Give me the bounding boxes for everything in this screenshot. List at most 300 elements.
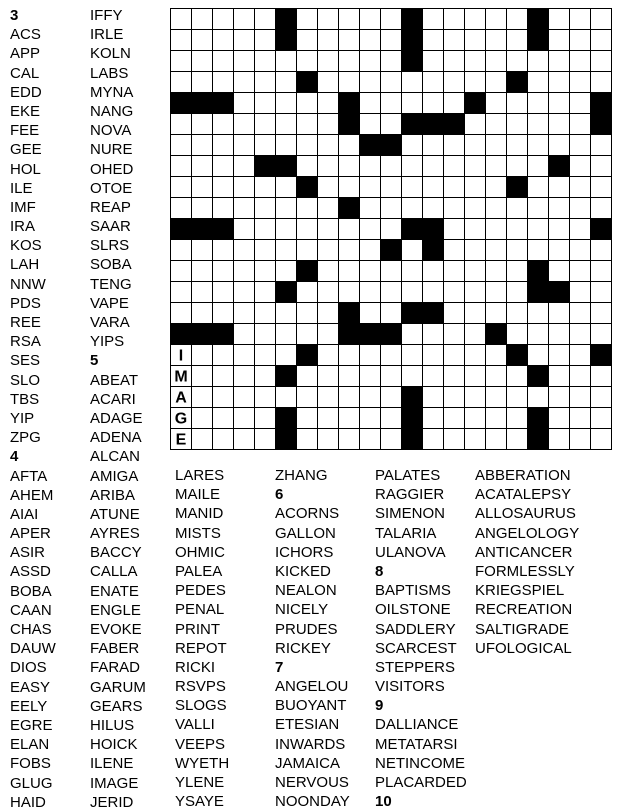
grid-cell[interactable]: [360, 198, 381, 219]
grid-cell[interactable]: [486, 387, 507, 408]
grid-cell[interactable]: [591, 429, 612, 450]
grid-cell[interactable]: [255, 387, 276, 408]
grid-cell[interactable]: [591, 408, 612, 429]
grid-cell[interactable]: [192, 177, 213, 198]
grid-cell[interactable]: [507, 156, 528, 177]
grid-cell[interactable]: [444, 429, 465, 450]
grid-cell[interactable]: [570, 303, 591, 324]
grid-cell[interactable]: [444, 324, 465, 345]
grid-cell[interactable]: [570, 282, 591, 303]
grid-cell[interactable]: [297, 51, 318, 72]
grid-cell[interactable]: [360, 219, 381, 240]
grid-cell[interactable]: [486, 177, 507, 198]
grid-cell[interactable]: [381, 261, 402, 282]
grid-cell[interactable]: [339, 51, 360, 72]
grid-cell[interactable]: [171, 156, 192, 177]
grid-cell[interactable]: [486, 240, 507, 261]
grid-cell[interactable]: [192, 114, 213, 135]
grid-cell[interactable]: [213, 408, 234, 429]
grid-cell[interactable]: [276, 303, 297, 324]
grid-cell[interactable]: [507, 408, 528, 429]
grid-cell[interactable]: [339, 282, 360, 303]
grid-cell[interactable]: [486, 303, 507, 324]
grid-cell[interactable]: [465, 240, 486, 261]
grid-cell[interactable]: [234, 219, 255, 240]
grid-cell[interactable]: [255, 135, 276, 156]
grid-cell[interactable]: [192, 282, 213, 303]
grid-cell[interactable]: [528, 51, 549, 72]
grid-cell[interactable]: [255, 93, 276, 114]
grid-cell[interactable]: [549, 324, 570, 345]
grid-cell[interactable]: [486, 156, 507, 177]
grid-cell[interactable]: [297, 408, 318, 429]
grid-cell[interactable]: [465, 345, 486, 366]
grid-cell[interactable]: [465, 51, 486, 72]
grid-cell[interactable]: [465, 408, 486, 429]
grid-cell[interactable]: [255, 345, 276, 366]
grid-cell[interactable]: [381, 282, 402, 303]
grid-cell[interactable]: [213, 177, 234, 198]
grid-cell[interactable]: [318, 408, 339, 429]
grid-cell[interactable]: [591, 135, 612, 156]
grid-cell[interactable]: [318, 135, 339, 156]
grid-cell[interactable]: [318, 177, 339, 198]
grid-cell[interactable]: [171, 114, 192, 135]
grid-cell[interactable]: [381, 177, 402, 198]
grid-cell[interactable]: [507, 240, 528, 261]
grid-cell[interactable]: [528, 93, 549, 114]
grid-cell[interactable]: [465, 177, 486, 198]
grid-cell[interactable]: [402, 198, 423, 219]
grid-cell[interactable]: [171, 240, 192, 261]
grid-cell[interactable]: [486, 9, 507, 30]
grid-cell[interactable]: [360, 345, 381, 366]
grid-cell[interactable]: [423, 9, 444, 30]
grid-cell[interactable]: [360, 156, 381, 177]
grid-cell[interactable]: [297, 282, 318, 303]
grid-cell[interactable]: [318, 198, 339, 219]
grid-cell[interactable]: [549, 303, 570, 324]
grid-cell[interactable]: [591, 30, 612, 51]
grid-cell[interactable]: [444, 9, 465, 30]
grid-cell[interactable]: [213, 135, 234, 156]
grid-cell[interactable]: [276, 345, 297, 366]
grid-cell[interactable]: [549, 30, 570, 51]
grid-cell[interactable]: [549, 345, 570, 366]
grid-cell[interactable]: [171, 282, 192, 303]
grid-cell[interactable]: [486, 219, 507, 240]
grid-cell[interactable]: [402, 366, 423, 387]
grid-cell[interactable]: [486, 72, 507, 93]
grid-cell[interactable]: [234, 198, 255, 219]
grid-cell[interactable]: [570, 93, 591, 114]
grid-cell[interactable]: [570, 198, 591, 219]
grid-cell[interactable]: [360, 30, 381, 51]
grid-cell[interactable]: [276, 135, 297, 156]
grid-cell[interactable]: [465, 72, 486, 93]
grid-cell[interactable]: [507, 324, 528, 345]
grid-cell[interactable]: [381, 114, 402, 135]
grid-cell[interactable]: [528, 240, 549, 261]
grid-cell[interactable]: [549, 114, 570, 135]
grid-cell[interactable]: [444, 156, 465, 177]
grid-cell[interactable]: [402, 177, 423, 198]
grid-cell[interactable]: [591, 387, 612, 408]
grid-cell[interactable]: [444, 51, 465, 72]
grid-cell[interactable]: [276, 72, 297, 93]
grid-cell[interactable]: [423, 408, 444, 429]
grid-cell[interactable]: [528, 198, 549, 219]
grid-cell[interactable]: [297, 114, 318, 135]
grid-cell[interactable]: [192, 30, 213, 51]
grid-cell[interactable]: [297, 324, 318, 345]
grid-cell[interactable]: [171, 72, 192, 93]
grid-cell[interactable]: [171, 261, 192, 282]
grid-cell[interactable]: [507, 93, 528, 114]
grid-cell[interactable]: [234, 366, 255, 387]
grid-cell[interactable]: [255, 261, 276, 282]
grid-cell[interactable]: [339, 135, 360, 156]
grid-cell[interactable]: [465, 9, 486, 30]
grid-cell[interactable]: [402, 156, 423, 177]
grid-cell[interactable]: [297, 93, 318, 114]
grid-cell[interactable]: [570, 324, 591, 345]
grid-cell[interactable]: [423, 177, 444, 198]
grid-cell[interactable]: [465, 198, 486, 219]
grid-cell[interactable]: [255, 408, 276, 429]
grid-cell[interactable]: [171, 177, 192, 198]
grid-cell[interactable]: [423, 135, 444, 156]
grid-cell[interactable]: [339, 72, 360, 93]
grid-cell[interactable]: [318, 303, 339, 324]
grid-cell[interactable]: [465, 30, 486, 51]
grid-cell[interactable]: [171, 135, 192, 156]
grid-cell[interactable]: [549, 408, 570, 429]
grid-cell[interactable]: [213, 261, 234, 282]
grid-cell[interactable]: [444, 366, 465, 387]
grid-cell[interactable]: [507, 282, 528, 303]
grid-cell[interactable]: [528, 114, 549, 135]
grid-cell[interactable]: [234, 9, 255, 30]
grid-cell[interactable]: [486, 114, 507, 135]
grid-cell[interactable]: [381, 30, 402, 51]
grid-cell[interactable]: [528, 219, 549, 240]
grid-cell[interactable]: [318, 324, 339, 345]
grid-cell[interactable]: [402, 324, 423, 345]
grid-cell[interactable]: [591, 51, 612, 72]
grid-cell[interactable]: [192, 408, 213, 429]
grid-cell[interactable]: [213, 303, 234, 324]
grid-cell[interactable]: [444, 387, 465, 408]
grid-cell[interactable]: [318, 51, 339, 72]
grid-cell[interactable]: [423, 366, 444, 387]
grid-cell[interactable]: [255, 114, 276, 135]
grid-cell[interactable]: [234, 345, 255, 366]
grid-cell[interactable]: [465, 135, 486, 156]
grid-cell[interactable]: [570, 135, 591, 156]
grid-cell[interactable]: [465, 282, 486, 303]
grid-cell[interactable]: [276, 177, 297, 198]
grid-cell[interactable]: [507, 303, 528, 324]
grid-cell[interactable]: [507, 261, 528, 282]
grid-cell[interactable]: [465, 303, 486, 324]
grid-cell[interactable]: [486, 51, 507, 72]
grid-cell[interactable]: [171, 303, 192, 324]
grid-cell[interactable]: [255, 303, 276, 324]
grid-cell[interactable]: [360, 282, 381, 303]
grid-cell[interactable]: [234, 114, 255, 135]
grid-cell[interactable]: [339, 177, 360, 198]
grid-cell[interactable]: [339, 240, 360, 261]
grid-cell[interactable]: [486, 366, 507, 387]
grid-cell[interactable]: [276, 387, 297, 408]
grid-cell[interactable]: [423, 156, 444, 177]
grid-cell[interactable]: [381, 408, 402, 429]
grid-cell[interactable]: [423, 261, 444, 282]
grid-cell[interactable]: [318, 72, 339, 93]
grid-cell[interactable]: [507, 429, 528, 450]
grid-cell[interactable]: [213, 240, 234, 261]
grid-cell[interactable]: [318, 429, 339, 450]
grid-cell[interactable]: [255, 51, 276, 72]
grid-cell[interactable]: [591, 156, 612, 177]
grid-cell[interactable]: [465, 429, 486, 450]
grid-cell[interactable]: [423, 324, 444, 345]
grid-cell[interactable]: [234, 303, 255, 324]
grid-cell[interactable]: [318, 219, 339, 240]
grid-cell[interactable]: [486, 30, 507, 51]
grid-cell[interactable]: [570, 387, 591, 408]
grid-cell[interactable]: [360, 240, 381, 261]
grid-cell[interactable]: [360, 72, 381, 93]
grid-cell[interactable]: [423, 30, 444, 51]
grid-cell[interactable]: [423, 345, 444, 366]
grid-cell[interactable]: [591, 198, 612, 219]
grid-cell[interactable]: [444, 135, 465, 156]
grid-cell[interactable]: [486, 408, 507, 429]
grid-cell[interactable]: [339, 366, 360, 387]
grid-cell[interactable]: [213, 51, 234, 72]
grid-cell[interactable]: [381, 366, 402, 387]
grid-cell[interactable]: [234, 387, 255, 408]
grid-cell[interactable]: [318, 240, 339, 261]
grid-cell[interactable]: [423, 51, 444, 72]
grid-cell[interactable]: [591, 324, 612, 345]
grid-cell[interactable]: [276, 51, 297, 72]
grid-cell[interactable]: [570, 345, 591, 366]
grid-cell[interactable]: [402, 135, 423, 156]
grid-cell[interactable]: [381, 72, 402, 93]
grid-cell[interactable]: [213, 387, 234, 408]
grid-cell[interactable]: [297, 240, 318, 261]
grid-cell[interactable]: [381, 198, 402, 219]
grid-cell[interactable]: [465, 387, 486, 408]
grid-cell[interactable]: [318, 9, 339, 30]
grid-cell[interactable]: [465, 219, 486, 240]
grid-cell[interactable]: [192, 72, 213, 93]
grid-cell[interactable]: [318, 366, 339, 387]
grid-cell[interactable]: [234, 408, 255, 429]
grid-cell[interactable]: [213, 366, 234, 387]
grid-cell[interactable]: [381, 429, 402, 450]
grid-cell[interactable]: [339, 429, 360, 450]
grid-cell[interactable]: [549, 366, 570, 387]
grid-cell[interactable]: [171, 51, 192, 72]
grid-cell[interactable]: [591, 72, 612, 93]
grid-cell[interactable]: [507, 51, 528, 72]
grid-cell[interactable]: [444, 282, 465, 303]
grid-cell[interactable]: [255, 198, 276, 219]
grid-cell[interactable]: [255, 324, 276, 345]
grid-cell[interactable]: [528, 135, 549, 156]
grid-cell[interactable]: [192, 135, 213, 156]
grid-cell[interactable]: [234, 30, 255, 51]
grid-cell[interactable]: [234, 429, 255, 450]
grid-cell[interactable]: [213, 114, 234, 135]
grid-cell[interactable]: [339, 219, 360, 240]
grid-cell[interactable]: [381, 303, 402, 324]
grid-cell[interactable]: [339, 387, 360, 408]
grid-cell[interactable]: [570, 408, 591, 429]
grid-cell[interactable]: [486, 282, 507, 303]
grid-cell[interactable]: [444, 177, 465, 198]
grid-cell[interactable]: [255, 240, 276, 261]
grid-cell[interactable]: [591, 240, 612, 261]
grid-cell[interactable]: [276, 261, 297, 282]
grid-cell[interactable]: [465, 156, 486, 177]
grid-cell[interactable]: [507, 9, 528, 30]
grid-cell[interactable]: [255, 177, 276, 198]
grid-cell[interactable]: [192, 366, 213, 387]
grid-cell[interactable]: [297, 366, 318, 387]
grid-cell[interactable]: [528, 72, 549, 93]
grid-cell[interactable]: [318, 156, 339, 177]
grid-cell[interactable]: [297, 30, 318, 51]
grid-cell[interactable]: [318, 387, 339, 408]
grid-cell[interactable]: [507, 219, 528, 240]
grid-cell[interactable]: [276, 198, 297, 219]
grid-cell[interactable]: [549, 93, 570, 114]
grid-cell[interactable]: [192, 198, 213, 219]
grid-cell[interactable]: [297, 387, 318, 408]
grid-cell[interactable]: [381, 219, 402, 240]
grid-cell[interactable]: [591, 282, 612, 303]
grid-cell[interactable]: [570, 156, 591, 177]
grid-cell[interactable]: [297, 198, 318, 219]
grid-cell[interactable]: [402, 345, 423, 366]
grid-cell[interactable]: [339, 261, 360, 282]
grid-cell[interactable]: [297, 156, 318, 177]
grid-cell[interactable]: [255, 219, 276, 240]
grid-cell[interactable]: [549, 177, 570, 198]
grid-cell[interactable]: [234, 51, 255, 72]
grid-cell[interactable]: [381, 93, 402, 114]
grid-cell[interactable]: [213, 429, 234, 450]
grid-cell[interactable]: [255, 9, 276, 30]
grid-cell[interactable]: [591, 177, 612, 198]
grid-cell[interactable]: [192, 9, 213, 30]
grid-cell[interactable]: [486, 198, 507, 219]
grid-cell[interactable]: [255, 30, 276, 51]
grid-cell[interactable]: [486, 93, 507, 114]
grid-cell[interactable]: [297, 303, 318, 324]
grid-cell[interactable]: [276, 219, 297, 240]
grid-cell[interactable]: [192, 429, 213, 450]
grid-cell[interactable]: [486, 345, 507, 366]
grid-cell[interactable]: [255, 366, 276, 387]
grid-cell[interactable]: [402, 93, 423, 114]
grid-cell[interactable]: [339, 9, 360, 30]
grid-cell[interactable]: [255, 282, 276, 303]
grid-cell[interactable]: [444, 30, 465, 51]
grid-cell[interactable]: [234, 261, 255, 282]
grid-cell[interactable]: [381, 345, 402, 366]
grid-cell[interactable]: [549, 9, 570, 30]
grid-cell[interactable]: [318, 345, 339, 366]
grid-cell[interactable]: [381, 156, 402, 177]
grid-cell[interactable]: [192, 240, 213, 261]
grid-cell[interactable]: [528, 177, 549, 198]
grid-cell[interactable]: [276, 93, 297, 114]
grid-cell[interactable]: [591, 303, 612, 324]
grid-cell[interactable]: [402, 282, 423, 303]
grid-cell[interactable]: [213, 198, 234, 219]
grid-cell[interactable]: [570, 30, 591, 51]
grid-cell[interactable]: [192, 387, 213, 408]
grid-cell[interactable]: [234, 177, 255, 198]
grid-cell[interactable]: [549, 240, 570, 261]
grid-cell[interactable]: [192, 303, 213, 324]
grid-cell[interactable]: [276, 114, 297, 135]
grid-cell[interactable]: [549, 219, 570, 240]
grid-cell[interactable]: [444, 345, 465, 366]
grid-cell[interactable]: [444, 93, 465, 114]
grid-cell[interactable]: [213, 156, 234, 177]
grid-cell[interactable]: [570, 51, 591, 72]
grid-cell[interactable]: [360, 177, 381, 198]
grid-cell[interactable]: [213, 345, 234, 366]
grid-cell[interactable]: [549, 72, 570, 93]
grid-cell[interactable]: [276, 240, 297, 261]
grid-cell[interactable]: [234, 240, 255, 261]
grid-cell[interactable]: [360, 114, 381, 135]
grid-cell[interactable]: [360, 429, 381, 450]
grid-cell[interactable]: [507, 366, 528, 387]
grid-cell[interactable]: [297, 9, 318, 30]
grid-cell[interactable]: [444, 240, 465, 261]
grid-cell[interactable]: [423, 387, 444, 408]
grid-cell[interactable]: [549, 261, 570, 282]
grid-cell[interactable]: [234, 282, 255, 303]
grid-cell[interactable]: [507, 135, 528, 156]
grid-cell[interactable]: [276, 324, 297, 345]
grid-cell[interactable]: [591, 366, 612, 387]
grid-cell[interactable]: [192, 345, 213, 366]
grid-cell[interactable]: [444, 261, 465, 282]
grid-cell[interactable]: [360, 366, 381, 387]
grid-cell[interactable]: [297, 135, 318, 156]
grid-cell[interactable]: [528, 156, 549, 177]
grid-cell[interactable]: [381, 9, 402, 30]
grid-cell[interactable]: [402, 240, 423, 261]
grid-cell[interactable]: [570, 114, 591, 135]
grid-cell[interactable]: [444, 303, 465, 324]
grid-cell[interactable]: [192, 51, 213, 72]
grid-cell[interactable]: [444, 72, 465, 93]
grid-cell[interactable]: [171, 9, 192, 30]
grid-cell[interactable]: [549, 387, 570, 408]
grid-cell[interactable]: [444, 408, 465, 429]
